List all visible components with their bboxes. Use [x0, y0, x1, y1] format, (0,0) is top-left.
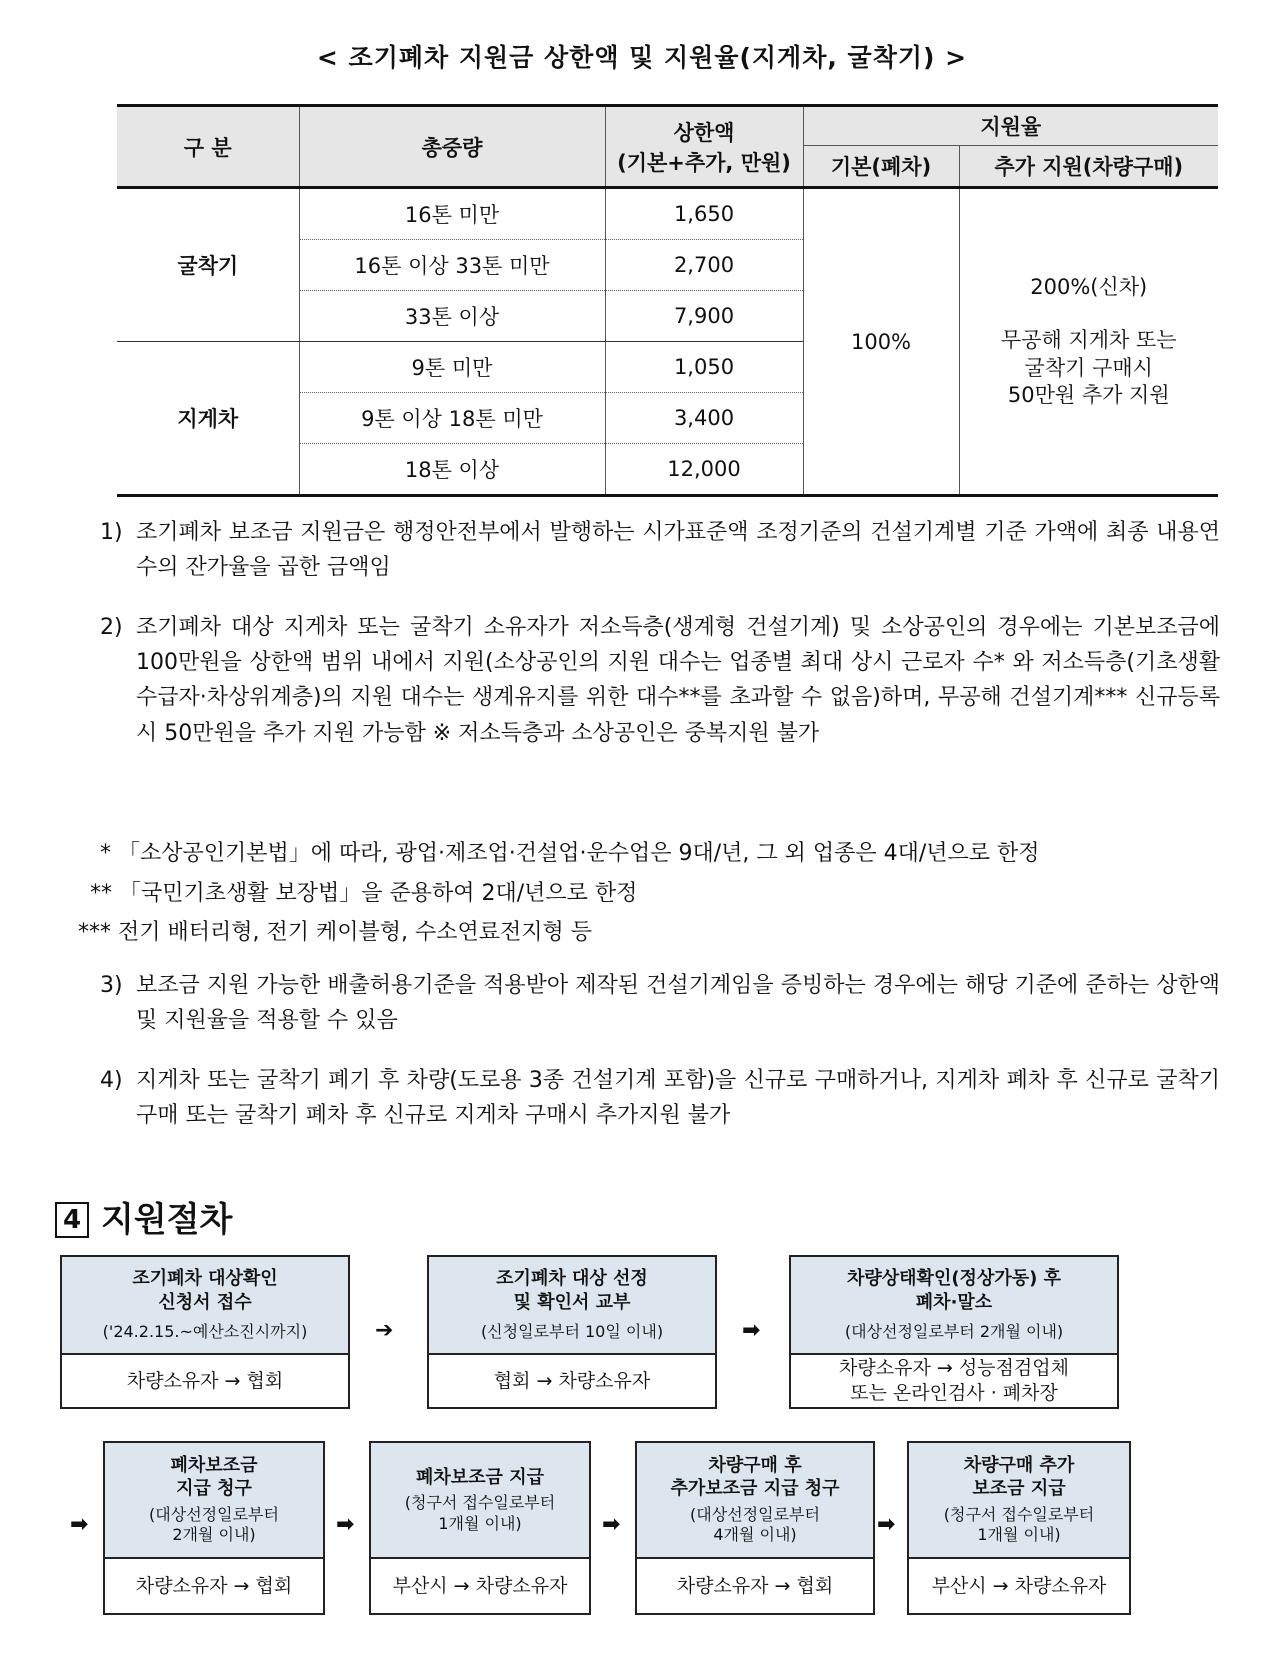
- flow-step-title: 차량구매 추가: [963, 1454, 1075, 1476]
- flow-step-actor: 차량소유자 → 협회: [135, 1574, 293, 1597]
- extra-line4: 50만원 추가 지원: [1007, 382, 1170, 407]
- category-forklift: 지게차: [117, 342, 299, 496]
- flow-step-3: [789, 1255, 1119, 1409]
- weight-cell: 16톤 이상 33톤 미만: [299, 240, 605, 291]
- header-limit: [605, 106, 803, 188]
- flow-step-period: (신청일로부터 10일 이내): [480, 1321, 664, 1341]
- flow-step-title: 조기폐차 대상 선정: [496, 1268, 648, 1290]
- flow-arrow: ➡: [70, 1512, 89, 1537]
- flow-arrow: ➡: [742, 1318, 761, 1343]
- weight-cell: 33톤 이상: [299, 291, 605, 342]
- flow-arrow: ➡: [602, 1512, 621, 1537]
- flow-step-title: 신청서 접수: [158, 1291, 252, 1313]
- category-excavator: 굴착기: [117, 188, 299, 342]
- flow-step-title: 폐차·말소: [915, 1291, 993, 1313]
- subsidy-table: [117, 104, 1218, 497]
- flow-step-header: [371, 1443, 589, 1559]
- base-rate-cell: 100%: [803, 188, 959, 496]
- flow-step-period: (대상선정일로부터 2개월 이내): [844, 1321, 1064, 1341]
- extra-line1: 200%(신차): [1030, 274, 1148, 299]
- flow-step-title: 차량구매 후: [708, 1454, 802, 1476]
- weight-cell: 9톤 미만: [299, 342, 605, 393]
- note-2: [100, 610, 1220, 751]
- header-category: 구 분: [117, 106, 299, 188]
- flow-step-period: 4개월 이내): [713, 1525, 797, 1545]
- flow-step-header: [105, 1443, 323, 1559]
- header-base: 기본(폐차): [803, 146, 959, 188]
- amount-cell: 1,650: [605, 188, 803, 240]
- flow-step-actor: 차량소유자 → 협회: [676, 1574, 834, 1597]
- note-number: 4): [100, 1068, 123, 1093]
- amount-cell: 3,400: [605, 393, 803, 444]
- flow-step-period: (청구서 접수일로부터: [943, 1504, 1095, 1524]
- amount-cell: 1,050: [605, 342, 803, 393]
- flow-step-actor: [791, 1355, 1117, 1407]
- flow-step-actor: 부산시 → 차량소유자: [931, 1574, 1107, 1597]
- flow-step-4: [103, 1441, 325, 1615]
- flow-arrow: ➡: [877, 1512, 896, 1537]
- note-4: [100, 1063, 1220, 1133]
- header-extra: 추가 지원(차량구매): [959, 146, 1218, 188]
- flow-step-7: [907, 1441, 1131, 1615]
- amount-cell: 7,900: [605, 291, 803, 342]
- flow-step-header: [62, 1257, 348, 1355]
- note-text: 조기폐차 보조금 지원금은 행정안전부에서 발행하는 시가표준액 조정기준의 건설기계별 기준 가액에 최종 내용연수의 잔가율을 곱한 금액임: [136, 520, 1220, 581]
- flow-step-header: [637, 1443, 873, 1559]
- amount-cell: 12,000: [605, 444, 803, 496]
- flow-step-actor: 차량소유자 → 협회: [126, 1369, 284, 1392]
- section-number: 4: [55, 1202, 89, 1238]
- flow-step-period: (대상선정일로부터: [149, 1504, 279, 1524]
- flow-step-title: 폐차보조금 지급: [416, 1466, 544, 1488]
- flow-step-actor: 협회 → 차량소유자: [493, 1369, 651, 1392]
- flow-step-title: 보조금 지급: [972, 1478, 1066, 1500]
- flow-step-actor-line: 또는 온라인검사 · 폐차장: [850, 1382, 1058, 1404]
- extra-line3: 굴착기 구매시: [1024, 355, 1153, 380]
- flow-step-title: 및 확인서 교부: [513, 1291, 631, 1313]
- weight-cell: 9톤 이상 18톤 미만: [299, 393, 605, 444]
- flow-arrow: ➡: [336, 1512, 355, 1537]
- flow-step-actor: 부산시 → 차량소유자: [392, 1574, 568, 1597]
- flow-step-period: 1개월 이내): [977, 1525, 1061, 1545]
- extra-line2: 무공해 지게차 또는: [1000, 328, 1177, 353]
- flow-step-period: ('24.2.15.~예산소진시까지): [102, 1321, 308, 1341]
- section-heading: [55, 1192, 232, 1241]
- header-weight: 총중량: [299, 106, 605, 188]
- header-limit-line2: (기본+추가, 만원): [617, 150, 791, 175]
- note-text: 보조금 지원 가능한 배출허용기준을 적용받아 제작된 건설기계임을 증빙하는 경우에는 해당 기준에 준하는 상한액 및 지원율을 적용할 수 있음: [136, 973, 1220, 1034]
- flow-step-header: [429, 1257, 715, 1355]
- note-number: 1): [100, 520, 123, 545]
- flow-step-period: 1개월 이내): [438, 1513, 522, 1533]
- flow-step-2: [427, 1255, 717, 1409]
- flow-step-actor-line: 차량소유자 → 성능점검업체: [839, 1357, 1069, 1380]
- note-3: [100, 968, 1220, 1038]
- footnote-2: ** 「국민기초생활 보장법」을 준용하여 2대/년으로 한정: [90, 881, 638, 906]
- flow-step-1: [60, 1255, 350, 1409]
- note-text: 지게차 또는 굴착기 폐기 후 차량(도로용 3종 건설기계 포함)을 신규로 구매하거나, 지게차 폐차 후 신규로 굴착기 구매 또는 굴착기 폐차 후 신규로 지게차 구매시 추가지원 불가: [136, 1068, 1220, 1129]
- flow-step-period: 2개월 이내): [172, 1525, 256, 1545]
- section-title: 지원절차: [101, 1200, 233, 1240]
- flow-step-header: [791, 1257, 1117, 1355]
- weight-cell: 18톤 이상: [299, 444, 605, 496]
- flow-step-title: 차량상태확인(정상가동) 후: [847, 1268, 1061, 1290]
- flow-step-title: 지급 청구: [176, 1478, 252, 1500]
- flow-step-period: (대상선정일로부터: [690, 1504, 820, 1524]
- extra-support-cell: [959, 188, 1218, 496]
- note-number: 2): [100, 615, 123, 640]
- flow-step-title: 추가보조금 지급 청구: [670, 1478, 840, 1500]
- table-title: < 조기폐차 지원금 상한액 및 지원율(지게차, 굴착기) >: [316, 43, 968, 72]
- note-1: [100, 515, 1220, 585]
- note-number: 3): [100, 973, 123, 998]
- flow-arrow: ➔: [375, 1318, 394, 1343]
- amount-cell: 2,700: [605, 240, 803, 291]
- header-limit-line1: 상한액: [673, 120, 735, 145]
- flow-step-header: [909, 1443, 1129, 1559]
- flow-step-title: 폐차보조금: [170, 1454, 258, 1476]
- flow-step-title: 조기폐차 대상확인: [132, 1268, 278, 1290]
- footnote-3: *** 전기 배터리형, 전기 케이블형, 수소연료전지형 등: [78, 920, 592, 945]
- flow-step-period: (청구서 접수일로부터: [404, 1492, 556, 1512]
- footnote-1: * 「소상공인기본법」에 따라, 광업·제조업·건설업·운수업은 9대/년, 그 외 업종은 4대/년으로 한정: [100, 841, 1040, 866]
- flow-step-5: [369, 1441, 591, 1615]
- header-rate: 지원율: [803, 106, 1218, 146]
- weight-cell: 16톤 미만: [299, 188, 605, 240]
- flow-step-6: [635, 1441, 875, 1615]
- note-text: 조기폐차 대상 지게차 또는 굴착기 소유자가 저소득층(생계형 건설기계) 및 소상공인의 경우에는 기본보조금에 100만원을 상한액 범위 내에서 지원(소상공인의 지원 대수는 업종별 최대 상시 근로자 수* 와 저소득층(기초생활수급자·차상위계층)의 지원 대수는 생계유지를 위한 대수**를 초과할 수 없음)하며, 무공해 건설기계*** 신규등록시 50만원을 추가 지원 가능함 ※ 저소득층과 소상공인은 중복지원 불가: [136, 615, 1220, 746]
